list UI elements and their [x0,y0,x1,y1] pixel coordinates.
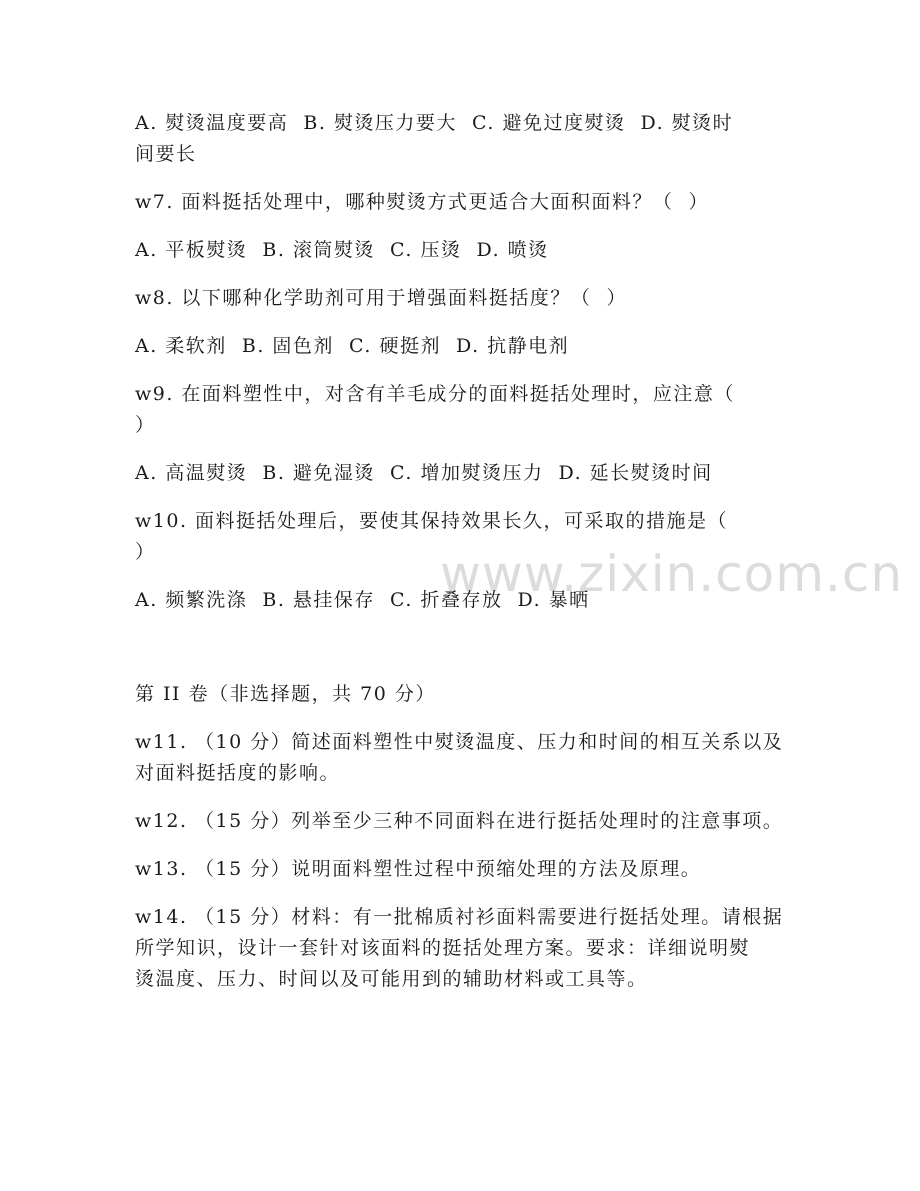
q10-question-line-1: w10. 面料挺括处理后，要使其保持效果长久，可采取的措施是（ [135,510,729,532]
q10-question-line-2: ） [135,541,156,563]
q9-options-text: A. 高温熨烫 B. 避免湿烫 C. 增加熨烫压力 D. 延长熨烫时间 [135,462,713,484]
q9-question-line-2: ） [135,414,156,436]
q6-options-line-2: 间要长 [135,143,197,165]
q11-line-2: 对面料挺括度的影响。 [135,762,341,784]
q14 [135,902,790,995]
watermark: www.zixin.com.cn [440,545,904,603]
q12-line-1: w12. （15 分）列举至少三种不同面料在进行挺括处理时的注意事项。 [135,810,784,832]
q11-line-1: w11. （10 分）简述面料塑性中熨烫温度、压力和时间的相互关系以及 [135,731,784,753]
q7-question [135,187,790,218]
q13-line-1: w13. （15 分）说明面料塑性过程中预缩处理的方法及原理。 [135,858,702,880]
q6-options-line-1: A. 熨烫温度要高 B. 熨烫压力要大 C. 避免过度熨烫 D. 熨烫时 [135,112,734,134]
q12 [135,806,790,837]
q9-options [135,458,790,489]
q9-question-line-1: w9. 在面料塑性中，对含有羊毛成分的面料挺括处理时，应注意（ [135,383,735,405]
section-gap [135,633,790,679]
q8-question [135,283,790,314]
q10-options-text: A. 频繁洗涤 B. 悬挂保存 C. 折叠存放 D. 暴晒 [135,589,590,611]
q13 [135,854,790,885]
document-page [135,108,790,995]
section-2-heading [135,679,790,710]
q9-question [135,379,790,441]
q14-line-2: 所学知识，设计一套针对该面料的挺括处理方案。要求：详细说明熨 [135,937,751,959]
q14-line-1: w14. （15 分）材料：有一批棉质衬衫面料需要进行挺括处理。请根据 [135,906,784,928]
section-2-title: 第 II 卷（非选择题，共 70 分） [135,683,436,705]
q8-options-text: A. 柔软剂 B. 固色剂 C. 硬挺剂 D. 抗静电剂 [135,335,570,357]
q8-question-text: w8. 以下哪种化学助剂可用于增强面料挺括度？（ ） [135,287,628,309]
q10-options [135,585,790,616]
q8-options [135,331,790,362]
q6-options [135,108,790,170]
q11 [135,727,790,789]
q7-options [135,235,790,266]
q7-options-text: A. 平板熨烫 B. 滚筒熨烫 C. 压烫 D. 喷烫 [135,239,549,261]
q10-question [135,506,790,568]
q7-question-text: w7. 面料挺括处理中，哪种熨烫方式更适合大面积面料？（ ） [135,191,710,213]
q14-line-3: 烫温度、压力、时间以及可能用到的辅助材料或工具等。 [135,968,648,990]
